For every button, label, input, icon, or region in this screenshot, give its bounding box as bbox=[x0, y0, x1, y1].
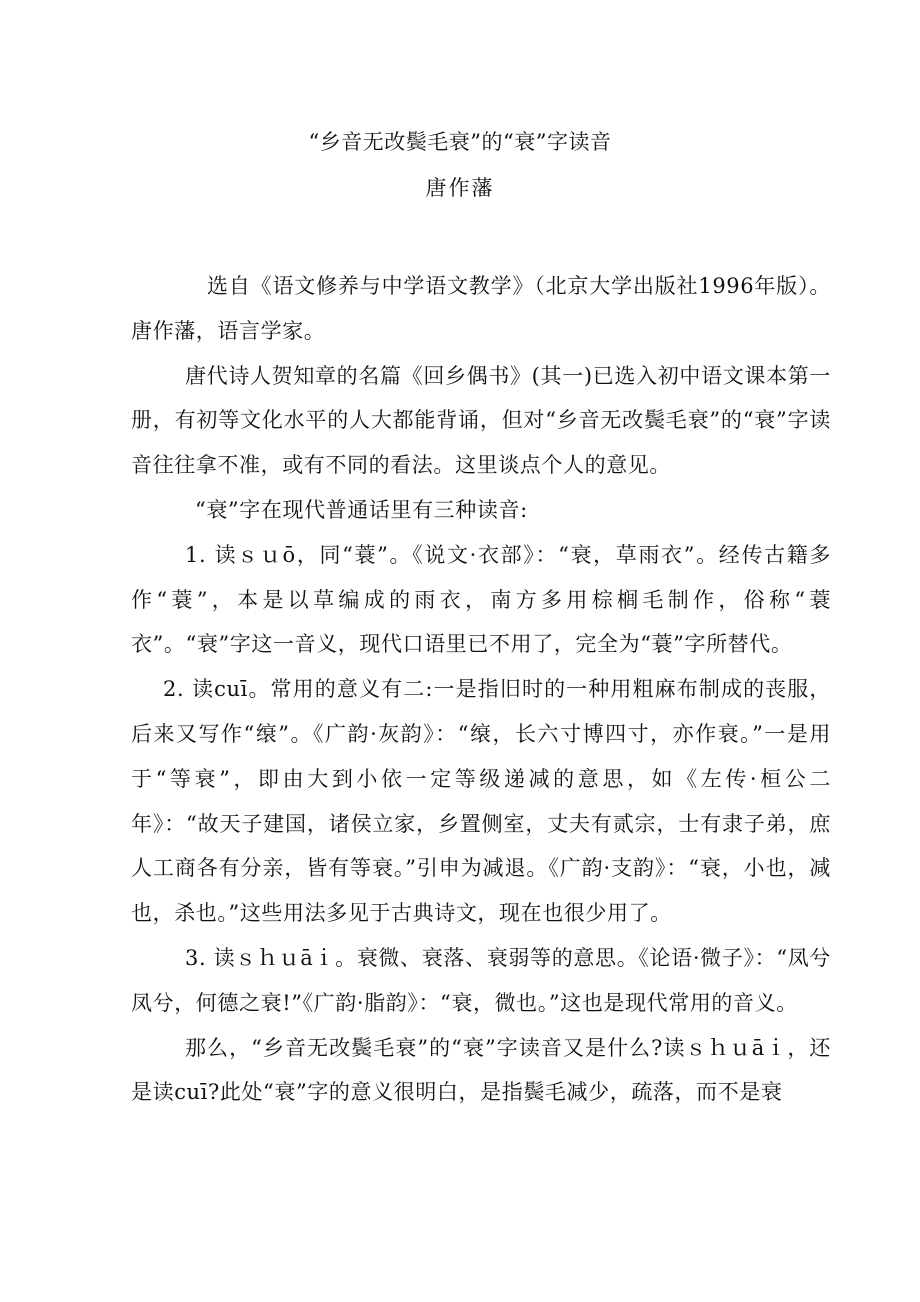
article-author: 唐作藩 bbox=[425, 176, 495, 200]
source-note-paragraph: 选自《语文修养与中学语文教学》（北京大学出版社1996年版）。唐作藩，语言学家。 bbox=[131, 274, 831, 343]
question-paragraph: 那么，“乡音无改鬓毛衰”的“衰”字读音又是什么?读ｓｈｕāｉ，还是读cuī?此处“衰”字的意义很明白，是指鬓毛减少，疏落，而不是衰 bbox=[131, 1035, 831, 1105]
reading-cui-paragraph: 2. 读cuī。常用的意义有二:一是指旧时的一种用粗麻布制成的丧服，后来又写作“缞”。《广韵·灰韵》：“缞，长六寸博四寸，亦作衰。”一是用于“等衰”，即由大到小依一定等级递减的意思，如《左传·桓公二年》：“故天子建国，诸侯立家，乡置侧室，丈夫有贰宗，士有隶子弟，庶人工商各有分亲，皆有等衰。”引申为减退。《广韵·支韵》：“衰，小也，减也，杀也。”这些用法多见于古典诗文，现在也很少用了。 bbox=[131, 677, 831, 926]
article-body bbox=[131, 264, 831, 1115]
three-readings-paragraph: “衰”字在现代普通话里有三种读音: bbox=[195, 497, 528, 522]
intro-paragraph: 唐代诗人贺知章的名篇《回乡偶书》(其一)已选入初中语文课本第一册，有初等文化水平的人大都能背诵，但对“乡音无改鬓毛衰”的“衰”字读音往往拿不准，或有不同的看法。这里谈点个人的意见。 bbox=[131, 363, 831, 478]
reading-shuai-paragraph: 3. 读ｓｈｕāｉ。衰微、衰落、衰弱等的意思。《论语·微子》：“凤兮凤兮，何德之衰!”《广韵·脂韵》：“衰，微也。”这也是现代常用的音义。 bbox=[131, 945, 831, 1015]
article-title: “乡音无改鬓毛衰”的“衰”字读音 bbox=[308, 130, 612, 154]
reading-suo-paragraph: 1. 读ｓｕō，同“蓑”。《说文·衣部》：“衰，草雨衣”。经传古籍多作“蓑”，本是以草编成的雨衣，南方多用棕榈毛制作，俗称“蓑衣”。“衰”字这一音义，现代口语里已不用了，完全为“蓑”字所替代。 bbox=[131, 542, 831, 657]
